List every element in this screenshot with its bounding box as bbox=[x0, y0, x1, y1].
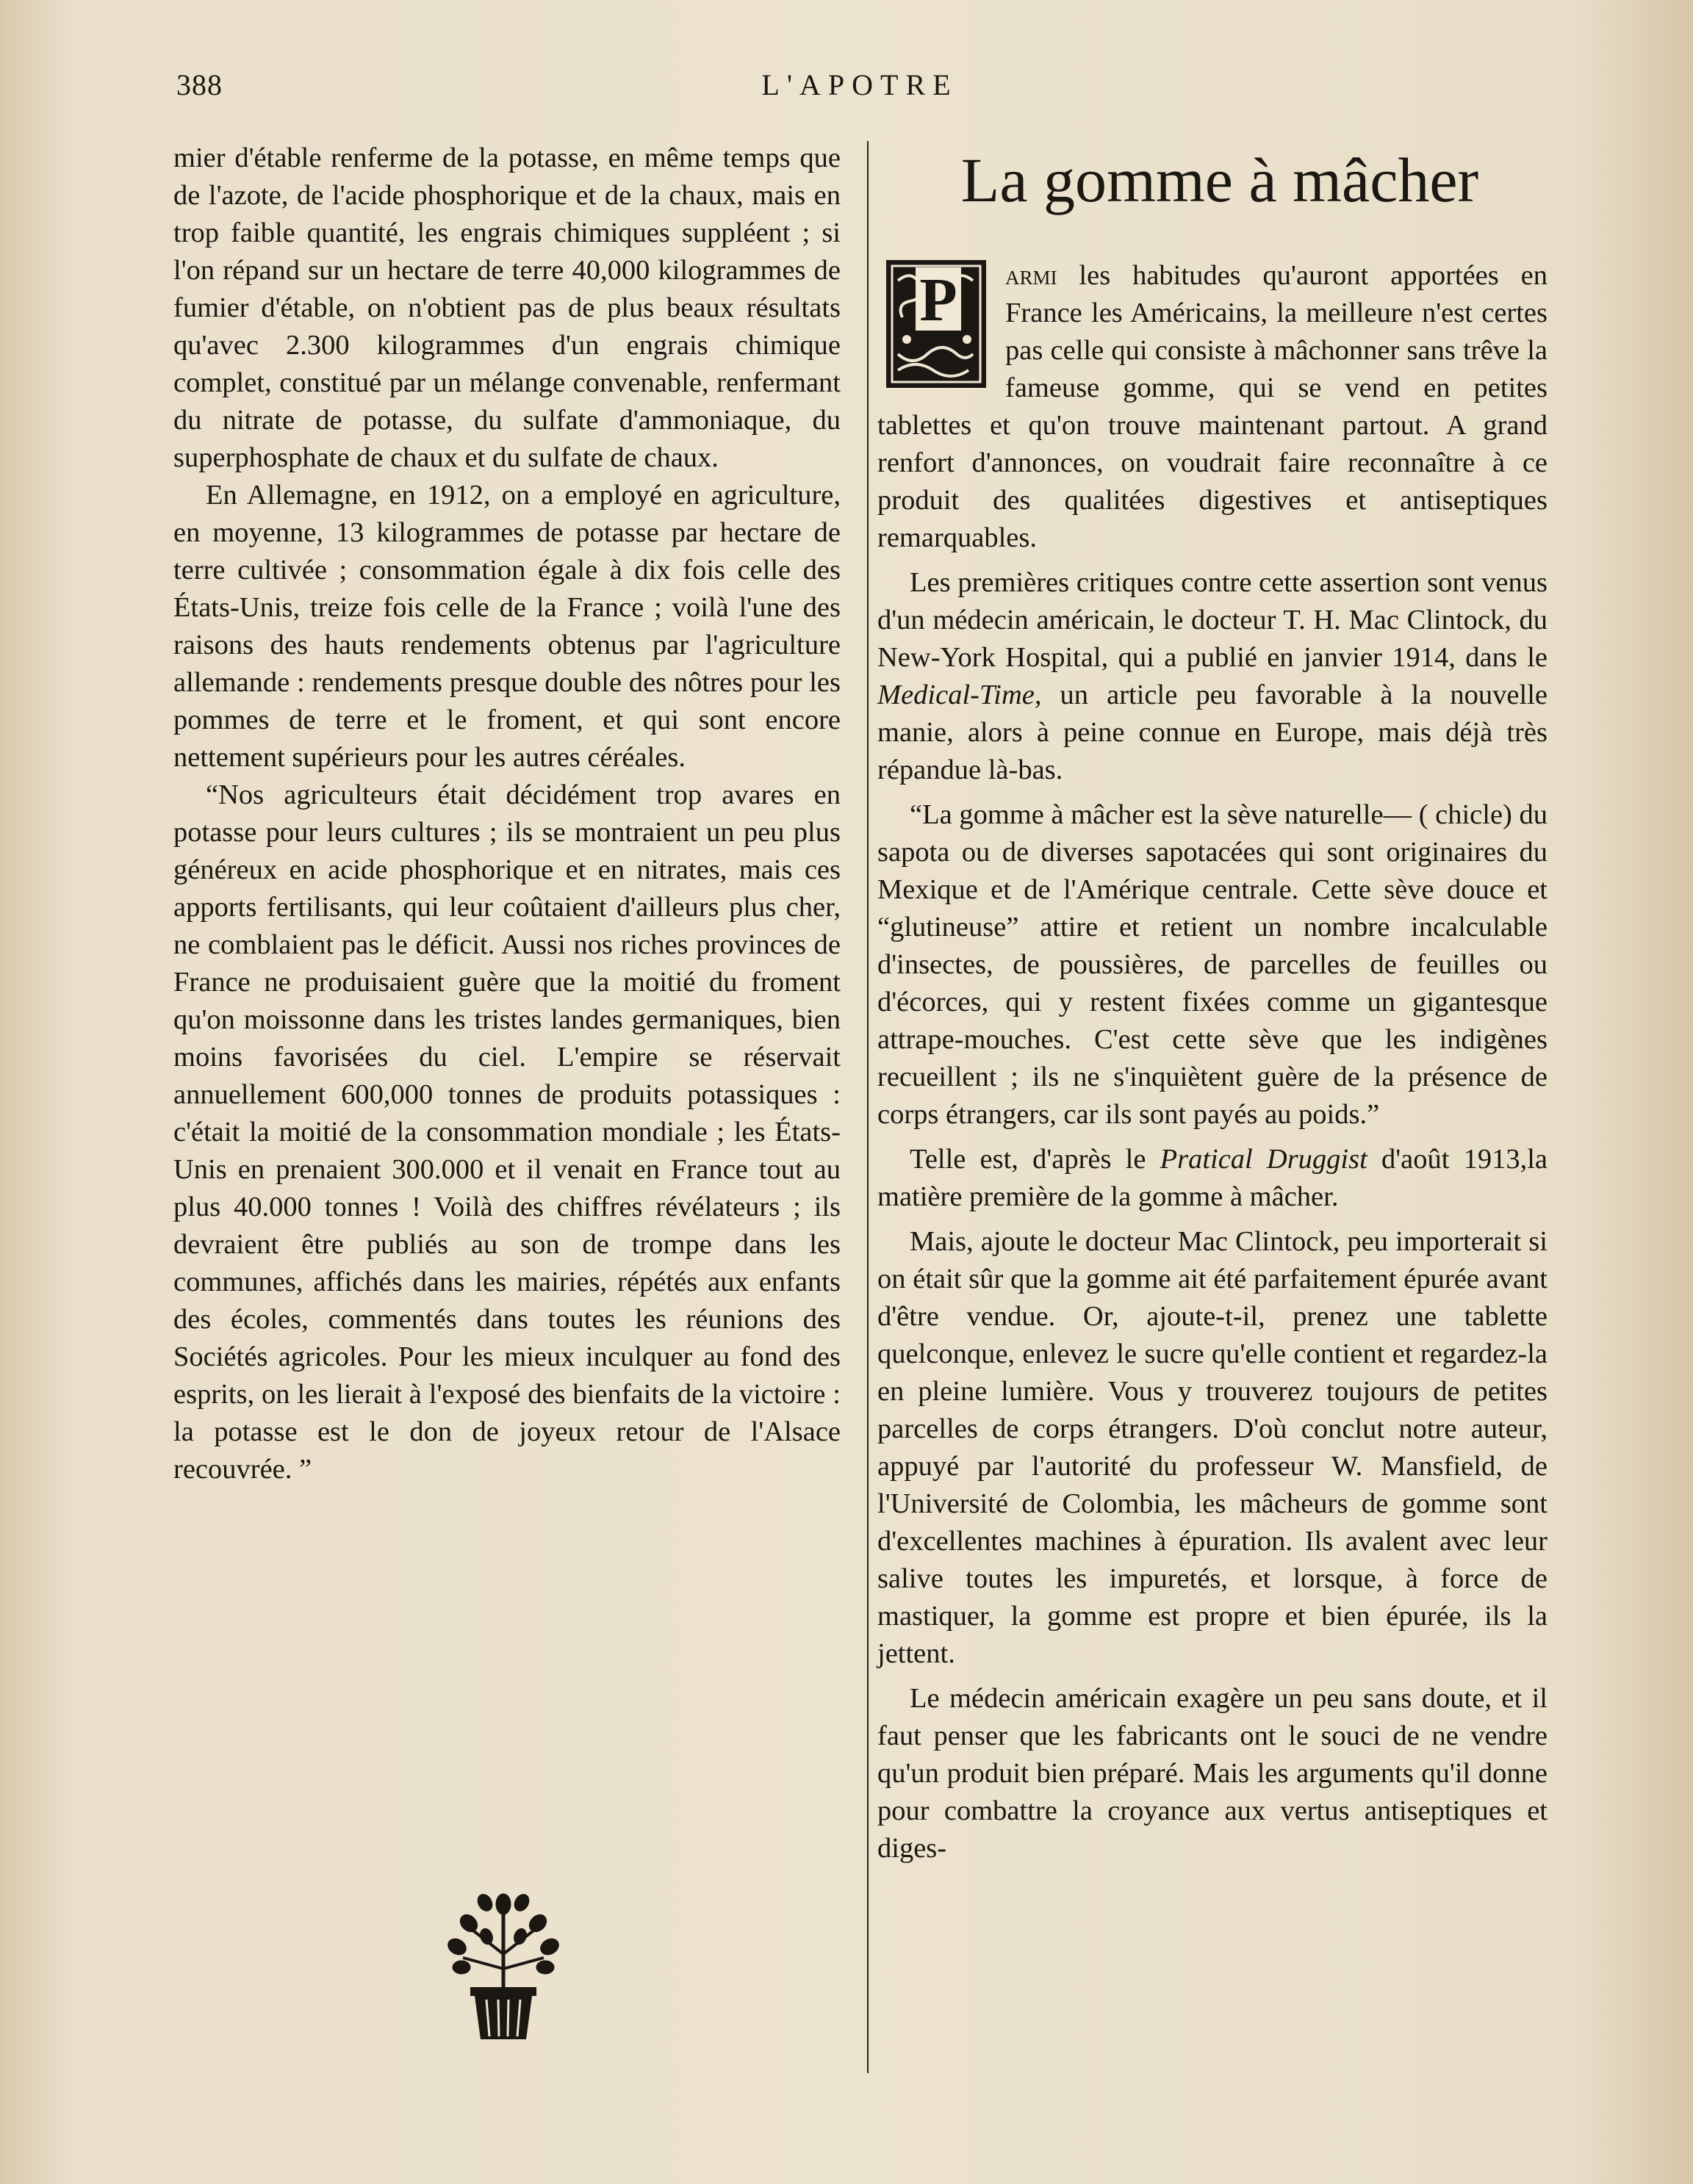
dropcap-ornament bbox=[885, 259, 988, 389]
left-paragraph-3: “Nos agriculteurs était décidément trop avares en potasse pour leurs cultures ; ils se montraient un peu plus généreux en acide phosphorique et en nitrates, mais ces apports fertilisants, qui leur coûtaient d'ailleurs plus cher, ne comblaient pas le déficit. Aussi nos riches provinces de France ne produisaient guère que la moitié du froment qu'on moissonne dans les tristes landes germaniques, bien moins favorisées du ciel. L'empire se réservait annuellement 600,000 tonnes de produits potassiques : c'était la moitié de la consommation mondiale ; les États-Unis en prenaient 300.000 et il venait en France tout au plus 40.000 tonnes ! Voilà des chiffres révélateurs ; ils devraient être publiés au son de trompe dans les communes, affichés dans les mairies, répétés aux enfants des écoles, commentés dans toutes les réunions des Sociétés agricoles. Pour les mieux inculquer au fond des esprits, on les lierait à l'exposé des bienfaits de la victoire : la potasse est le don de joyeux retour de l'Alsace recouvrée. ” bbox=[173, 779, 841, 1485]
p2-text-a: Les premières critiques contre cette assertion sont venus d'un médecin américain, le docteur T. H. Mac Clintock, du New-York Hospital, qui a publié en janvier 1914, dans le bbox=[877, 567, 1548, 673]
p4-text-b: d'août 1913,la matière première de la gomme à mâcher. bbox=[877, 1144, 1548, 1212]
page-number: 388 bbox=[176, 68, 223, 101]
potted-plant-ornament-icon bbox=[441, 1888, 566, 2042]
p4-text-a: Telle est, d'après le bbox=[910, 1144, 1160, 1175]
article-paragraph-3: “La gomme à mâcher est la sève naturelle— ( chicle) du sapota ou de diverses sapotacées qui sont originaires du Mexique et de l'Amérique centrale. Cette sève douce et “glutineuse” attire et retient un nombre incalculable d'insectes, de poussières, de parcelles de feuilles ou d'écorces, qui y restent fixées comme un gigantesque attrape-mouches. C'est cette sève que les indigènes recueillent ; ils ne s'inquiètent guère de la présence de corps étrangers, car ils sont payés au poids.” bbox=[877, 799, 1548, 1130]
article-intro-paragraph bbox=[877, 257, 1548, 557]
left-paragraph-1: mier d'étable renferme de la potasse, en même temps que de l'azote, de l'acide phosphorique et de la chaux, mais en trop faible quantité, les engrais chimiques suppléent ; si l'on répand sur un hectare de terre 40,000 kilogrammes de fumier d'étable, on n'obtient pas de plus beaux résultats qu'avec 2.300 kilogrammes d'un engrais chimique complet, constitué par un mélange convenable, renfermant du nitrate de potasse, du sulfate d'ammoniaque, du superphosphate de chaux et du sulfate de chaux. bbox=[173, 143, 841, 473]
left-column bbox=[173, 140, 841, 1488]
right-column bbox=[877, 257, 1548, 1867]
p2-journal-title: Medical-Time, bbox=[877, 680, 1042, 710]
left-paragraph-2: En Allemagne, en 1912, on a employé en agriculture, en moyenne, 13 kilogrammes de potasse par hectare de terre cultivée ; consommation égale à dix fois celle des États-Unis, treize fois celle de la France ; voilà l'une des raisons des hauts rendements obtenus par l'agriculture allemande : rendements presque double des nôtres pour les pommes de terre et le froment, et qui sont encore nettement supérieurs pour les autres céréales. bbox=[173, 480, 841, 773]
article-intro-text: les habitudes qu'auront apportées en France les Américains, la meilleure n'est certes pas celle qui consiste à mâchonner sans trêve la fameuse gomme, qui se vend en petites tablettes et qu'on trouve maintenant partout. A grand renfort d'annonces, on voudrait faire reconnaître à ce produit des qualitées digestives et antiseptiques remarquables. bbox=[877, 260, 1548, 553]
article-paragraph-6: Le médecin américain exagère un peu sans doute, et il faut penser que les fabricants ont le souci de ne vendre qu'un produit bien préparé. Mais les arguments qu'il donne pour combattre la croyance aux vertus antiseptiques et diges- bbox=[877, 1683, 1548, 1864]
first-word-rest: armi bbox=[1005, 260, 1057, 291]
running-title: L'APOTRE bbox=[761, 68, 958, 101]
article-paragraph-5: Mais, ajoute le docteur Mac Clintock, peu importerait si on était sûr que la gomme ait été parfaitement épurée avant d'être vendue. Or, ajoute-t-il, prenez une tablette quelconque, enlevez le sucre qu'elle contient et regardez-la en pleine lumière. Vous y trouverez toujours de petites parcelles de corps étrangers. D'où conclut notre auteur, appuyé par l'autorité du professeur W. Mansfield, de l'Université de Colombia, les mâcheurs de gomme sont d'excellentes machines à épuration. Ils avalent avec leur salive toutes les impuretés, et lorsque, à force de mastiquer, la gomme est propre et bien épurée, ils la jettent. bbox=[877, 1226, 1548, 1669]
article-paragraph-4 bbox=[877, 1141, 1548, 1216]
column-divider bbox=[867, 141, 869, 2073]
dropcap-letter: P bbox=[916, 267, 961, 331]
p4-journal-title: Pratical Druggist bbox=[1160, 1144, 1367, 1175]
p2-text-b: un article peu favorable à la nouvelle manie, alors à peine connue en Europe, mais déjà très répandue là-bas. bbox=[877, 680, 1548, 785]
article-title: La gomme à mâcher bbox=[960, 145, 1479, 215]
article-paragraph-2 bbox=[877, 564, 1548, 789]
